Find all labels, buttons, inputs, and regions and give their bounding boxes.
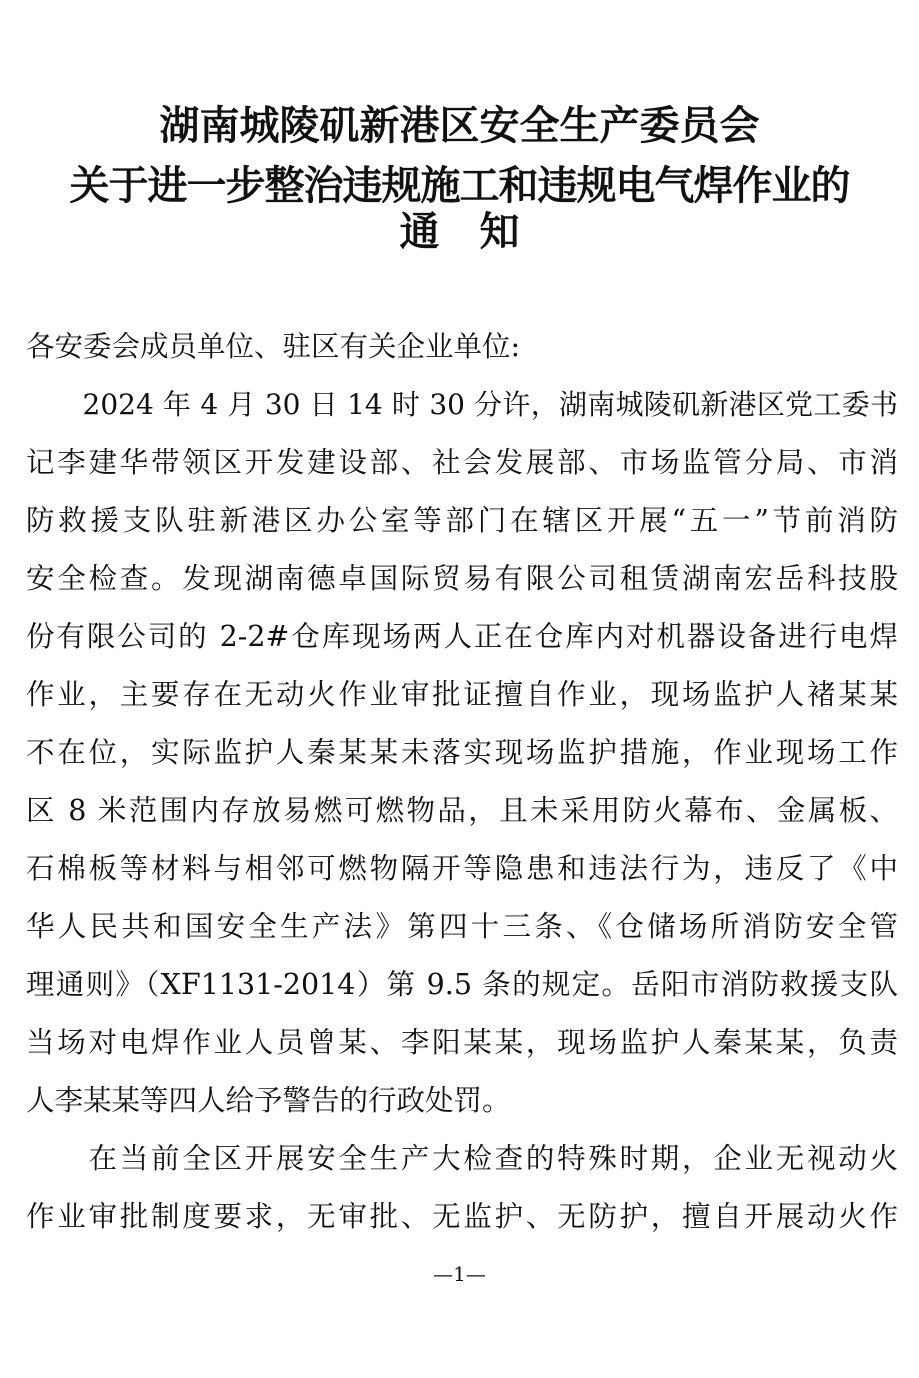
paragraph-1-line: 不在位，实际监护人秦某某未落实现场监护措施，作业现场工作	[26, 736, 898, 769]
salutation: 各安委会成员单位、驻区有关企业单位:	[26, 330, 521, 363]
paragraph-1-line: 防救援支队驻新港区办公室等部门在辖区开展“五一”节前消防	[26, 504, 898, 537]
paragraph-1-line: 区 8 米范围内存放易燃可燃物品，且未采用防火幕布、金属板、	[26, 794, 898, 827]
paragraph-1-line: 份有限公司的 2-2#仓库现场两人正在仓库内对机器设备进行电焊	[26, 620, 898, 653]
paragraph-1-line: 理通则》（XF1131-2014）第 9.5 条的规定。岳阳市消防救援支队	[26, 968, 898, 1001]
title-line-3: 通 知	[399, 208, 520, 255]
paragraph-1-line: 人李某某等四人给予警告的行政处罚。	[26, 1084, 511, 1117]
paragraph-2-line: 作业审批制度要求，无审批、无监护、无防护，擅自开展动火作	[26, 1200, 898, 1233]
paragraph-1-line: 安全检查。发现湖南德卓国际贸易有限公司租赁湖南宏岳科技股	[26, 562, 898, 595]
paragraph-1-line: 2024 年 4 月 30 日 14 时 30 分许，湖南城陵矶新港区党工委书	[26, 388, 898, 421]
paragraph-1-line: 记李建华带领区开发建设部、社会发展部、市场监管分局、市消	[26, 446, 898, 479]
paragraph-1-line: 作业，主要存在无动火作业审批证擅自作业，现场监护人褚某某	[26, 678, 898, 711]
title-line-1: 湖南城陵矶新港区安全生产委员会	[159, 102, 760, 149]
paragraph-1-line: 华人民共和国安全生产法》第四十三条、《仓储场所消防安全管	[26, 910, 898, 943]
title-line-2: 关于进一步整治违规施工和违规电气焊作业的	[69, 162, 850, 209]
page-number: —1—	[433, 1262, 486, 1286]
paragraph-1-line: 石棉板等材料与相邻可燃物隔开等隐患和违法行为，违反了《中	[26, 852, 898, 885]
paragraph-1-line: 当场对电焊作业人员曾某、李阳某某，现场监护人秦某某，负责	[26, 1026, 898, 1059]
paragraph-2-line: 在当前全区开展安全生产大检查的特殊时期，企业无视动火	[26, 1142, 898, 1175]
